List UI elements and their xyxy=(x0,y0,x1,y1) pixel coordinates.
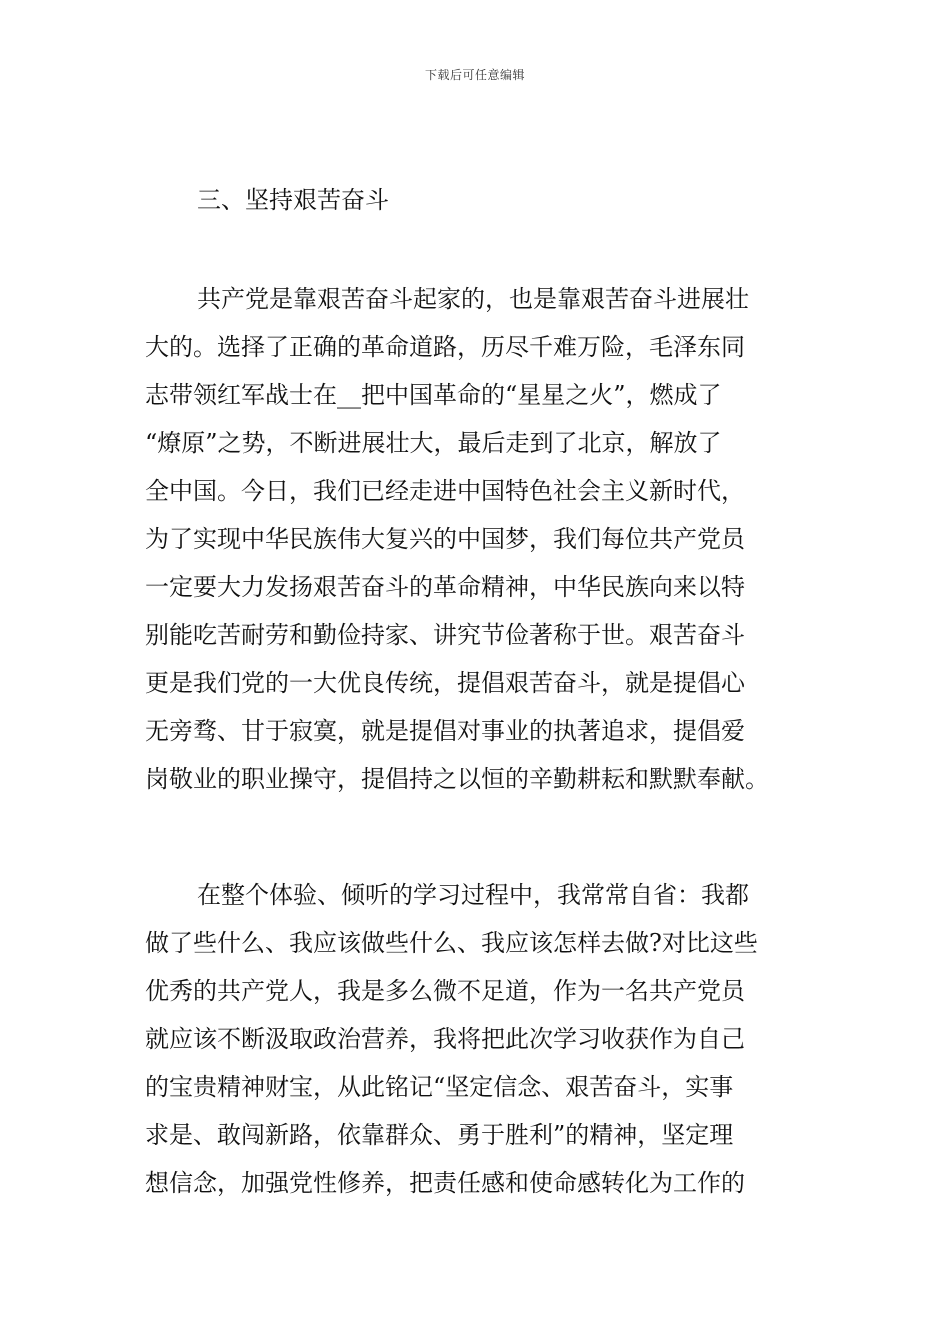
paragraph-line: 做了些什么、我应该做些什么、我应该怎样去做?对比这些 xyxy=(145,929,758,957)
paragraph-line: 更是我们党的一大优良传统，提倡艰苦奋斗，就是提倡心 xyxy=(145,669,745,697)
paragraph-line: 别能吃苦耐劳和勤俭持家、讲究节俭著称于世。艰苦奋斗 xyxy=(145,621,745,649)
paragraph-line: 在整个体验、倾听的学习过程中，我常常自省：我都 xyxy=(197,881,749,909)
paragraph-line: 的宝贵精神财宝，从此铭记“坚定信念、艰苦奋斗，实事 xyxy=(145,1073,734,1101)
paragraph-line: 想信念，加强党性修养，把责任感和使命感转化为工作的 xyxy=(145,1169,745,1197)
paragraph-line: 无旁骛、甘于寂寞，就是提倡对事业的执著追求，提倡爱 xyxy=(145,717,745,745)
paragraph-line: 志带领红军战士在__把中国革命的“星星之火”，燃成了 xyxy=(145,381,722,409)
paragraph-2 xyxy=(145,871,815,1207)
section-heading: 三、坚持艰苦奋斗 xyxy=(197,186,389,214)
paragraph-line: 为了实现中华民族伟大复兴的中国梦，我们每位共产党员 xyxy=(145,525,745,553)
header-note: 下载后可任意编辑 xyxy=(424,68,525,82)
paragraph-line: 就应该不断汲取政治营养，我将把此次学习收获作为自己 xyxy=(145,1025,745,1053)
paragraph-line: 岗敬业的职业操守，提倡持之以恒的辛勤耕耘和默默奉献。 xyxy=(145,765,769,793)
paragraph-line: 大的。选择了正确的革命道路，历尽千难万险，毛泽东同 xyxy=(145,333,745,361)
paragraph-line: 全中国。今日，我们已经走进中国特色社会主义新时代， xyxy=(145,477,745,505)
paragraph-line: “燎原”之势，不断进展壮大，最后走到了北京，解放了 xyxy=(145,429,722,457)
paragraph-line: 共产党是靠艰苦奋斗起家的，也是靠艰苦奋斗进展壮 xyxy=(197,285,749,313)
paragraph-line: 一定要大力发扬艰苦奋斗的革命精神，中华民族向来以特 xyxy=(145,573,745,601)
paragraph-1 xyxy=(145,275,815,803)
paragraph-line: 优秀的共产党人，我是多么微不足道，作为一名共产党员 xyxy=(145,977,745,1005)
paragraph-line: 求是、敢闯新路，依靠群众、勇于胜利”的精神，坚定理 xyxy=(145,1121,734,1149)
